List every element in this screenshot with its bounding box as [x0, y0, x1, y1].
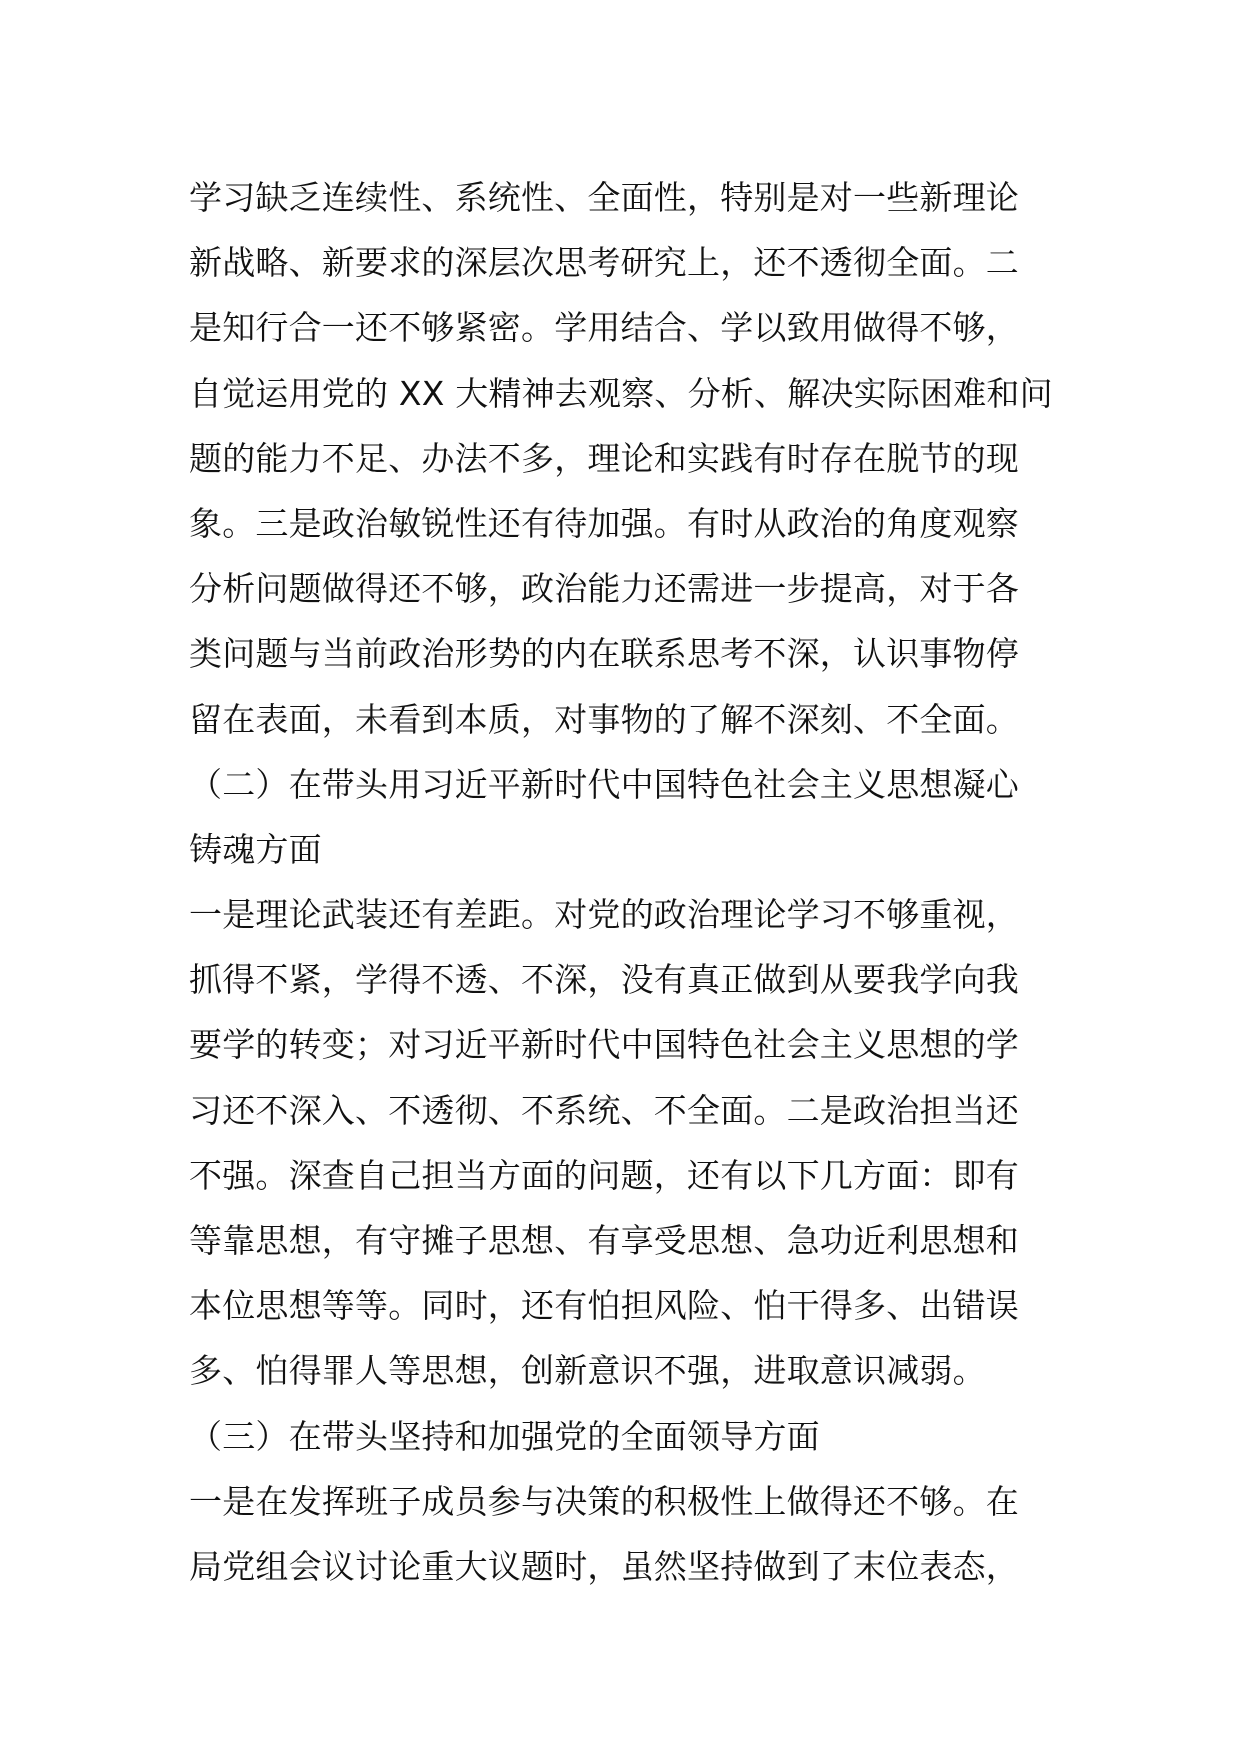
- text-line: 本位思想等等。同时，还有怕担风险、怕干得多、出错误: [189, 1286, 1019, 1326]
- text-line: 要学的转变；对习近平新时代中国特色社会主义思想的学: [189, 1025, 1019, 1065]
- section-heading-line: 铸魂方面: [189, 829, 322, 869]
- document-body: [189, 165, 1069, 1599]
- text-line: 新战略、新要求的深层次思考研究上，还不透彻全面。二: [189, 243, 1019, 283]
- text-line: 自觉运用党的 XX 大精神去观察、分析、解决实际困难和问: [189, 373, 1053, 413]
- text-line: 多、怕得罪人等思想，创新意识不强，进取意识减弱。: [189, 1351, 986, 1391]
- text-line: 象。三是政治敏锐性还有待加强。有时从政治的角度观察: [189, 503, 1019, 543]
- text-line: 抓得不紧，学得不透、不深，没有真正做到从要我学向我: [189, 960, 1019, 1000]
- text-line: 留在表面，未看到本质，对事物的了解不深刻、不全面。: [189, 699, 1019, 739]
- text-line: 不强。深查自己担当方面的问题，还有以下几方面：即有: [189, 1155, 1019, 1195]
- text-line: 习还不深入、不透彻、不系统、不全面。二是政治担当还: [189, 1090, 1019, 1130]
- text-line: 学习缺乏连续性、系统性、全面性，特别是对一些新理论: [189, 178, 1019, 217]
- text-line: 局党组会议讨论重大议题时，虽然坚持做到了末位表态，: [189, 1546, 1019, 1586]
- text-line: 一是在发挥班子成员参与决策的积极性上做得还不够。在: [189, 1481, 1019, 1521]
- section-heading-line: （二）在带头用习近平新时代中国特色社会主义思想凝心: [189, 764, 1019, 804]
- text-line: 分析问题做得还不够，政治能力还需进一步提高，对于各: [189, 569, 1019, 609]
- text-line: 一是理论武装还有差距。对党的政治理论学习不够重视，: [189, 895, 1019, 935]
- text-line: 题的能力不足、办法不多，理论和实践有时存在脱节的现: [189, 438, 1019, 478]
- text-line: 等靠思想，有守摊子思想、有享受思想、急功近利思想和: [189, 1221, 1019, 1260]
- section-heading-line: （三）在带头坚持和加强党的全面领导方面: [189, 1416, 820, 1456]
- text-line: 是知行合一还不够紧密。学用结合、学以致用做得不够，: [189, 308, 1019, 348]
- text-line: 类问题与当前政治形势的内在联系思考不深，认识事物停: [189, 634, 1019, 674]
